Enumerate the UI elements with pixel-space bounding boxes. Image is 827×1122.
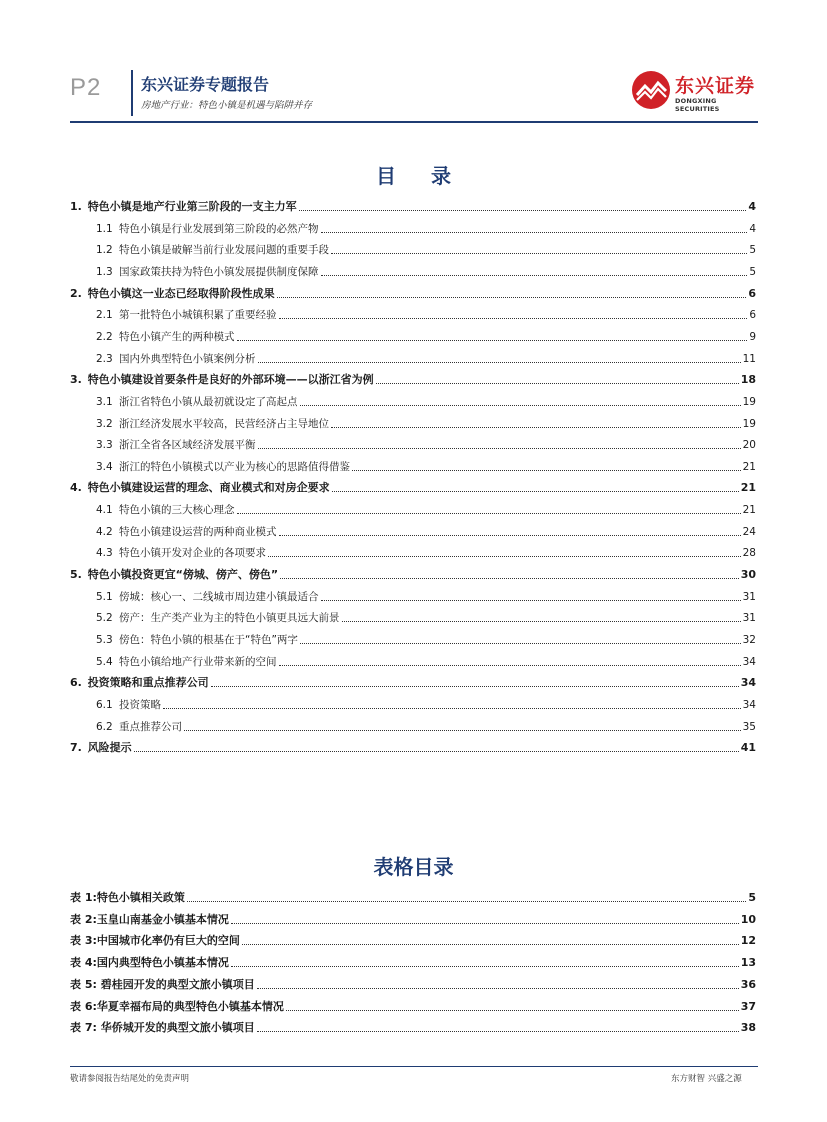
toc-entry-label <box>96 222 319 236</box>
toc-entry-label <box>96 243 329 257</box>
table-entry-label: 表 4:国内典型特色小镇基本情况 <box>70 956 229 969</box>
table-entry-page: 10 <box>740 913 756 926</box>
toc-entry-label <box>96 308 277 322</box>
toc-entry-page: 5 <box>749 266 756 278</box>
toc-entry-number: 3.3 <box>96 439 113 451</box>
toc-entry-number: 1.3 <box>96 266 113 278</box>
logo-mark-icon <box>631 70 671 110</box>
table-entry-label: 表 1:特色小镇相关政策 <box>70 891 185 904</box>
toc-entry-page: 18 <box>740 373 756 386</box>
footer-disclaimer: 敬请参阅报告结尾处的免责声明 <box>70 1074 190 1084</box>
toc-entry-text: 傍城：核心一、二线城市周边建小镇最适合 <box>119 591 319 603</box>
toc-entry-label <box>70 741 132 755</box>
toc-entry-page: 19 <box>742 396 756 408</box>
toc-entry-number: 4.1 <box>96 504 113 516</box>
toc-entry-number: 4.3 <box>96 547 113 559</box>
dot-leader <box>332 490 739 492</box>
toc-entry-text: 国内外典型特色小镇案例分析 <box>119 353 256 365</box>
dot-leader <box>321 274 748 276</box>
toc-entry-page: 28 <box>742 547 756 559</box>
toc-entry-text: 浙江全省各区域经济发展平衡 <box>119 439 256 451</box>
toc-entry-page: 4 <box>749 223 756 235</box>
toc-entry-page: 34 <box>742 656 756 668</box>
toc-entry-page: 35 <box>742 721 756 733</box>
logo-text-en: DONGXING SECURITIES <box>675 97 720 113</box>
toc-entry-number: 2.2 <box>96 331 113 343</box>
toc-entry-text: 特色小镇这一业态已经取得阶段性成果 <box>87 287 275 300</box>
toc-entry-text: 特色小镇建设运营的两种商业模式 <box>119 526 277 538</box>
toc-entry-number: 2. <box>70 287 82 300</box>
dot-leader <box>321 231 748 233</box>
table-list-entry[interactable] <box>70 1017 756 1035</box>
dot-leader <box>279 664 741 666</box>
toc-entry-text: 特色小镇产生的两种模式 <box>119 331 235 343</box>
toc-entry-page: 19 <box>742 418 756 430</box>
toc-section-entry[interactable] <box>96 326 756 344</box>
toc-entry-text: 特色小镇是破解当前行业发展问题的重要手段 <box>119 244 329 256</box>
toc-entry-text: 特色小镇建设运营的理念、商业模式和对房企要求 <box>87 481 330 494</box>
table-list-entry[interactable] <box>70 887 756 905</box>
toc-entry-page: 31 <box>742 591 756 603</box>
toc-entry-label <box>96 265 319 279</box>
toc-section-entry[interactable] <box>96 456 756 474</box>
toc-entry-label <box>70 373 374 387</box>
toc-section-entry[interactable] <box>96 521 756 539</box>
toc-entry-text: 特色小镇是地产行业第三阶段的一支主力军 <box>87 200 297 213</box>
toc-entry-text: 国家政策扶持为特色小镇发展提供制度保障 <box>119 266 319 278</box>
dot-leader <box>211 685 739 687</box>
toc-entry-label <box>96 525 277 539</box>
table-list-entry[interactable] <box>70 909 756 927</box>
toc-entry-text: 特色小镇建设首要条件是良好的外部环境——以浙江省为例 <box>87 373 374 386</box>
toc-entry-label <box>96 720 182 734</box>
toc-section-entry[interactable] <box>96 586 756 604</box>
toc-entry-label <box>96 417 329 431</box>
toc-entry-label <box>96 330 235 344</box>
dot-leader <box>231 965 739 967</box>
toc-entry-label <box>96 590 319 604</box>
toc-entry-label <box>70 200 297 214</box>
dot-leader <box>184 729 741 731</box>
table-entry-label: 表 6:华夏幸福布局的典型特色小镇基本情况 <box>70 1000 284 1013</box>
toc-entry-number: 3.2 <box>96 418 113 430</box>
dot-leader <box>231 922 739 924</box>
dot-leader <box>268 555 741 557</box>
toc-entry-page: 31 <box>742 612 756 624</box>
toc-entry-label <box>96 352 256 366</box>
toc-entry-page: 9 <box>749 331 756 343</box>
toc-section-entry[interactable] <box>96 694 756 712</box>
dot-leader <box>299 209 747 211</box>
toc-chapter-entry[interactable] <box>70 672 756 690</box>
toc-entry-text: 重点推荐公司 <box>119 721 182 733</box>
toc-entry-number: 1.1 <box>96 223 113 235</box>
dot-leader <box>257 1030 739 1032</box>
toc-entry-page: 24 <box>742 526 756 538</box>
toc-entry-text: 特色小镇给地产行业带来新的空间 <box>119 656 277 668</box>
toc-entry-page: 21 <box>742 504 756 516</box>
footer-slogan: 东方财智 兴盛之源 <box>671 1074 742 1084</box>
dot-leader <box>300 642 741 644</box>
dot-leader <box>331 252 747 254</box>
dot-leader <box>187 900 746 902</box>
table-entry-label: 表 2:玉皇山南基金小镇基本情况 <box>70 913 229 926</box>
toc-entry-text: 傍产：生产类产业为主的特色小镇更具远大前景 <box>119 612 340 624</box>
toc-section-entry[interactable] <box>96 629 756 647</box>
toc-entry-number: 1. <box>70 200 82 213</box>
toc-entry-number: 5. <box>70 568 82 581</box>
dot-leader <box>331 426 741 428</box>
toc-entry-page: 34 <box>740 676 756 689</box>
toc-chapter-entry[interactable] <box>70 369 756 387</box>
toc-entry-number: 4.2 <box>96 526 113 538</box>
toc-section-entry[interactable] <box>96 261 756 279</box>
dot-leader <box>242 943 739 945</box>
dot-leader <box>258 361 741 363</box>
toc-entry-number: 5.4 <box>96 656 113 668</box>
toc-entry-label <box>96 503 235 517</box>
dot-leader <box>134 750 739 752</box>
toc-entry-page: 4 <box>748 200 756 213</box>
toc-section-entry[interactable] <box>96 607 756 625</box>
toc-entry-page: 34 <box>742 699 756 711</box>
toc-entry-label <box>96 655 277 669</box>
dot-leader <box>279 534 741 536</box>
toc-entry-number: 3.1 <box>96 396 113 408</box>
toc-entry-number: 7. <box>70 741 82 754</box>
toc-entry-label <box>70 568 278 582</box>
table-entry-page: 37 <box>740 1000 756 1013</box>
table-entry-label: 表 3:中国城市化率仍有巨大的空间 <box>70 934 240 947</box>
toc-entry-label <box>96 395 298 409</box>
toc-chapter-entry[interactable] <box>70 196 756 214</box>
dot-leader <box>277 296 747 298</box>
table-list-entry[interactable] <box>70 930 756 948</box>
toc-entry-number: 6. <box>70 676 82 689</box>
toc-entry-number: 6.1 <box>96 699 113 711</box>
toc-entry-text: 特色小镇的三大核心理念 <box>119 504 235 516</box>
toc-entry-text: 特色小镇开发对企业的各项要求 <box>119 547 266 559</box>
toc-entry-number: 5.1 <box>96 591 113 603</box>
dot-leader <box>321 599 741 601</box>
toc-section-entry[interactable] <box>96 651 756 669</box>
header-rule <box>70 121 758 123</box>
toc-entry-text: 浙江经济发展水平较高，民营经济占主导地位 <box>119 418 329 430</box>
footer-rule <box>70 1066 758 1067</box>
toc-entry-number: 2.1 <box>96 309 113 321</box>
dot-leader <box>163 707 741 709</box>
toc-entry-label <box>96 546 266 560</box>
toc-entry-number: 3.4 <box>96 461 113 473</box>
toc-section-entry[interactable] <box>96 304 756 322</box>
toc-section-entry[interactable] <box>96 239 756 257</box>
toc-chapter-entry[interactable] <box>70 477 756 495</box>
toc-entry-page: 32 <box>742 634 756 646</box>
table-list-entry[interactable] <box>70 974 756 992</box>
toc-entry-label <box>96 698 161 712</box>
toc-entry-text: 特色小镇是行业发展到第三阶段的必然产物 <box>119 223 319 235</box>
table-entry-page: 5 <box>748 891 756 904</box>
dot-leader <box>237 339 748 341</box>
toc-chapter-entry[interactable] <box>70 564 756 582</box>
dot-leader <box>352 469 741 471</box>
toc-entry-number: 1.2 <box>96 244 113 256</box>
toc-entry-page: 5 <box>749 244 756 256</box>
toc-title: 目 录 <box>376 164 465 188</box>
toc-entry-label <box>96 611 340 625</box>
toc-entry-label <box>70 676 209 690</box>
page-number: P2 <box>70 74 102 101</box>
toc-entry-text: 特色小镇投资更宜“傍城、傍产、傍色” <box>87 568 279 581</box>
toc-entry-page: 6 <box>749 309 756 321</box>
toc-entry-page: 20 <box>742 439 756 451</box>
dot-leader <box>279 317 748 319</box>
toc-entry-text: 风险提示 <box>87 741 132 754</box>
toc-entry-label <box>96 460 350 474</box>
toc-entry-number: 2.3 <box>96 353 113 365</box>
table-entry-page: 36 <box>740 978 756 991</box>
dot-leader <box>286 1009 739 1011</box>
toc-entry-page: 6 <box>748 287 756 300</box>
toc-entry-label <box>70 287 275 301</box>
toc-entry-page: 21 <box>740 481 756 494</box>
table-entry-page: 12 <box>740 934 756 947</box>
dot-leader <box>280 577 739 579</box>
toc-section-entry[interactable] <box>96 434 756 452</box>
toc-section-entry[interactable] <box>96 499 756 517</box>
toc-entry-page: 21 <box>742 461 756 473</box>
dot-leader <box>300 404 741 406</box>
toc-entry-page: 11 <box>742 353 756 365</box>
dot-leader <box>257 987 739 989</box>
toc-section-entry[interactable] <box>96 542 756 560</box>
toc-entry-text: 投资策略和重点推荐公司 <box>87 676 209 689</box>
toc-section-entry[interactable] <box>96 413 756 431</box>
toc-section-entry[interactable] <box>96 391 756 409</box>
toc-entry-text: 第一批特色小城镇积累了重要经验 <box>119 309 277 321</box>
toc-entry-text: 浙江的特色小镇模式以产业为核心的思路值得借鉴 <box>119 461 350 473</box>
dot-leader <box>342 620 741 622</box>
toc-entry-page: 30 <box>740 568 756 581</box>
dot-leader <box>376 382 739 384</box>
toc-entry-text: 投资策略 <box>119 699 161 711</box>
toc-section-entry[interactable] <box>96 348 756 366</box>
toc-entry-label <box>70 481 330 495</box>
toc-entry-text: 浙江省特色小镇从最初就设定了高起点 <box>119 396 298 408</box>
table-entry-page: 13 <box>740 956 756 969</box>
toc-entry-page: 41 <box>740 741 756 754</box>
toc-entry-number: 6.2 <box>96 721 113 733</box>
dot-leader <box>237 512 741 514</box>
toc-section-entry[interactable] <box>96 218 756 236</box>
toc-chapter-entry[interactable] <box>70 283 756 301</box>
toc-entry-label <box>96 438 256 452</box>
table-list-entry[interactable] <box>70 952 756 970</box>
toc-entry-number: 5.2 <box>96 612 113 624</box>
table-entry-label: 表 5: 碧桂园开发的典型文旅小镇项目 <box>70 978 255 991</box>
toc-entry-number: 5.3 <box>96 634 113 646</box>
company-logo <box>631 70 756 112</box>
table-list-entry[interactable] <box>70 996 756 1014</box>
header-divider <box>131 70 133 116</box>
table-entry-page: 38 <box>740 1021 756 1034</box>
toc-entry-number: 4. <box>70 481 82 494</box>
report-subtitle: 房地产行业：特色小镇是机遇与陷阱并存 <box>141 100 313 111</box>
logo-text-cn: 东兴证券 <box>675 75 756 97</box>
table-entry-label: 表 7: 华侨城开发的典型文旅小镇项目 <box>70 1021 255 1034</box>
dot-leader <box>258 447 741 449</box>
toc-entry-number: 3. <box>70 373 82 386</box>
toc-section-entry[interactable] <box>96 716 756 734</box>
toc-entry-label <box>96 633 298 647</box>
table-list-title: 表格目录 <box>373 855 454 879</box>
toc-chapter-entry[interactable] <box>70 737 756 755</box>
report-type-title: 东兴证券专题报告 <box>141 75 270 94</box>
toc-entry-text: 傍色：特色小镇的根基在于“特色”两字 <box>119 634 298 646</box>
